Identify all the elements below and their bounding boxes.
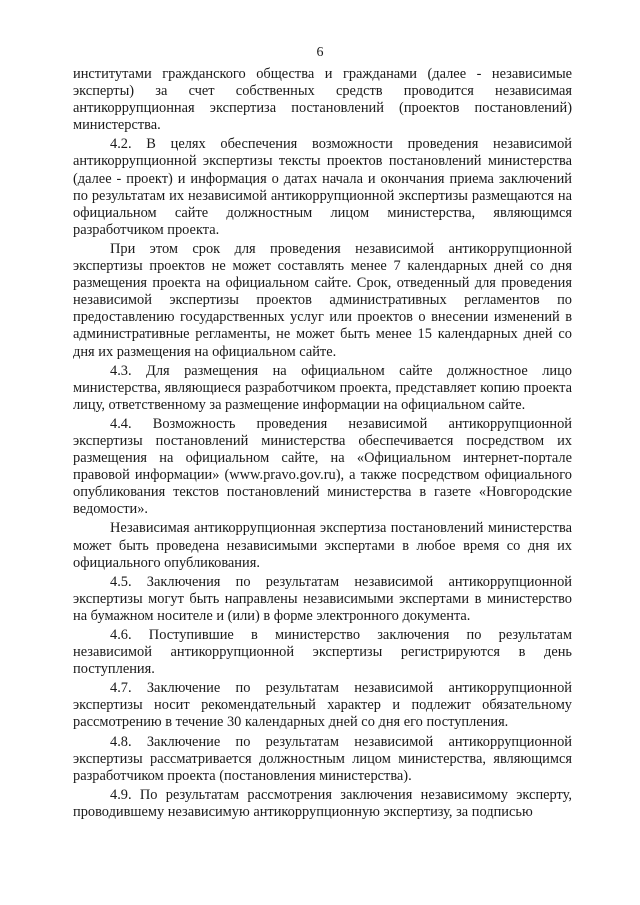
paragraph-4-8: 4.8. Заключение по результатам независимой антикоррупционной экспертизы рассматривается должностным лицом министерства, являющимся разработчиком проекта (постановления министерства). xyxy=(73,733,572,784)
paragraph-4-5: 4.5. Заключения по результатам независимой антикоррупционной экспертизы могут быть направлены независимыми экспертами в министерство на бумажном носителе и (или) в форме электронного документа. xyxy=(73,573,572,624)
paragraph-4-2: 4.2. В целях обеспечения возможности проведения независимой антикоррупционной экспертизы тексты проектов постановлений министерства (далее - проект) и информация о датах начала и окончания приема заключений по результатам их независимой антикоррупционной экспертизы размещаются на официальном сайте должностным лицом министерства, являющимся разработчиком проекта. xyxy=(73,136,572,238)
paragraph-4-4: 4.4. Возможность проведения независимой антикоррупционной экспертизы постановлений министерства обеспечивается посредством их размещения на официальном сайте, на «Официальном интернет-портале правовой информации» (www.pravo.gov.ru), а также посредством официального опубликования текстов постановлений министерства в газете «Новгородские ведомости». xyxy=(73,415,572,518)
paragraph-experts-intro: институтами гражданского общества и гражданами (далее - независимые эксперты) за счет собственных средств проводится независимая антикоррупционная экспертиза постановлений (проектов постановлений) министерства. xyxy=(73,66,572,134)
paragraph-4-3: 4.3. Для размещения на официальном сайте должностное лицо министерства, являющиеся разработчиком проекта, представляет копию проекта лицу, ответственному за размещение информации на официальном сайте. xyxy=(73,362,572,413)
page-number: 6 xyxy=(316,45,324,60)
document-body xyxy=(73,66,572,821)
paragraph-independent-expertise: Независимая антикоррупционная экспертиза постановлений министерства может быть проведена независимыми экспертами в любое время со дня их официального опубликования. xyxy=(73,520,572,571)
paragraph-deadline: При этом срок для проведения независимой антикоррупционной экспертизы проектов не может составлять менее 7 календарных дней со дня размещения проекта на официальном сайте. Срок, отведенный для проведения независимой экспертизы проектов административных регламентов по предоставлению государственных услуг или проектов о внесении изменений в административные регламенты, не может быть менее 15 календарных дней со дня их размещения на официальном сайте. xyxy=(73,240,572,360)
paragraph-4-7: 4.7. Заключение по результатам независимой антикоррупционной экспертизы носит рекомендательный характер и подлежит обязательному рассмотрению в течение 30 календарных дней со дня его поступления. xyxy=(73,680,572,731)
paragraph-4-6: 4.6. Поступившие в министерство заключения по результатам независимой антикоррупционной экспертизы регистрируются в день поступления. xyxy=(73,627,572,678)
paragraph-4-9: 4.9. По результатам рассмотрения заключения независимому эксперту, проводившему независимую антикоррупционную экспертизу, за подписью xyxy=(73,786,572,820)
